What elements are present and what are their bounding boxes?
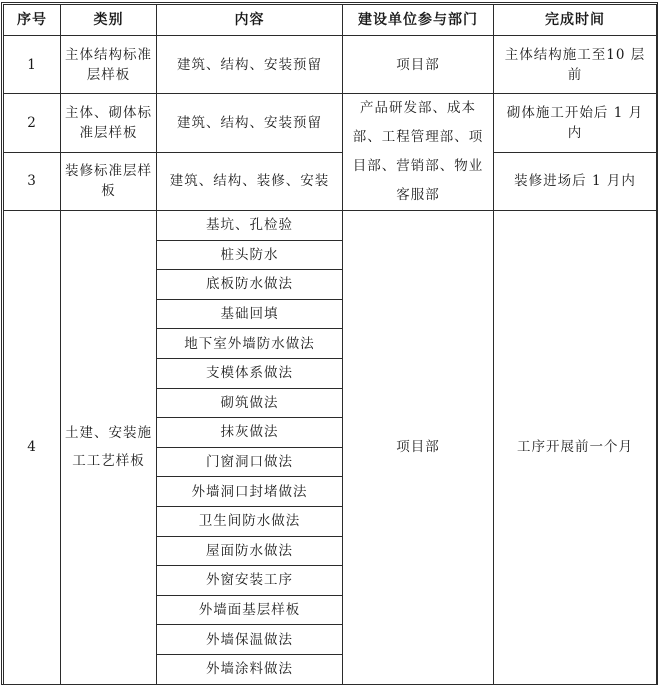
process-item: 底板防水做法 — [157, 270, 343, 300]
header-row — [4, 5, 657, 36]
row-dept-shared: 产品研发部、成本部、工程管理部、项目部、营销部、物业客服部 — [343, 94, 494, 211]
row-no: 4 — [4, 211, 61, 685]
header-dept: 建设单位参与部门 — [343, 5, 494, 36]
process-item: 外墙保温做法 — [157, 625, 343, 655]
header-no: 序号 — [4, 5, 61, 36]
table-row — [4, 36, 657, 94]
row-category: 主体结构标准层样板 — [61, 36, 157, 94]
table-row — [4, 211, 657, 241]
row-no: 1 — [4, 36, 61, 94]
process-item: 抹灰做法 — [157, 418, 343, 448]
process-item: 支模体系做法 — [157, 358, 343, 388]
header-time: 完成时间 — [494, 5, 657, 36]
process-item: 门窗洞口做法 — [157, 447, 343, 477]
row-time: 装修进场后 1 月内 — [494, 152, 657, 211]
process-item: 屋面防水做法 — [157, 536, 343, 566]
row-category: 主体、砌体标准层样板 — [61, 94, 157, 153]
header-content: 内容 — [157, 5, 343, 36]
table-row — [4, 94, 657, 153]
process-item: 基础回填 — [157, 299, 343, 329]
row-time: 主体结构施工至10 层前 — [494, 36, 657, 94]
row-no: 2 — [4, 94, 61, 153]
row-content: 建筑、结构、装修、安装 — [157, 152, 343, 211]
row-category: 装修标准层样板 — [61, 152, 157, 211]
row-dept: 项目部 — [343, 36, 494, 94]
table-row — [4, 152, 657, 211]
process-item: 外墙面基层样板 — [157, 595, 343, 625]
row-no: 3 — [4, 152, 61, 211]
header-category: 类别 — [61, 5, 157, 36]
row-content: 建筑、结构、安装预留 — [157, 94, 343, 153]
process-item: 桩头防水 — [157, 240, 343, 270]
process-item: 卫生间防水做法 — [157, 506, 343, 536]
row-category: 土建、安装施工工艺样板 — [61, 211, 157, 685]
process-item: 外墙洞口封堵做法 — [157, 477, 343, 507]
row-time: 工序开展前一个月 — [494, 211, 657, 685]
row-time: 砌体施工开始后 1 月内 — [494, 94, 657, 153]
row-content: 建筑、结构、安装预留 — [157, 36, 343, 94]
process-item: 砌筑做法 — [157, 388, 343, 418]
process-item: 地下室外墙防水做法 — [157, 329, 343, 359]
process-item: 基坑、孔检验 — [157, 211, 343, 241]
process-item: 外窗安装工序 — [157, 566, 343, 596]
sample-plan-table — [3, 4, 657, 685]
row-dept: 项目部 — [343, 211, 494, 685]
process-item: 外墙涂料做法 — [157, 654, 343, 684]
